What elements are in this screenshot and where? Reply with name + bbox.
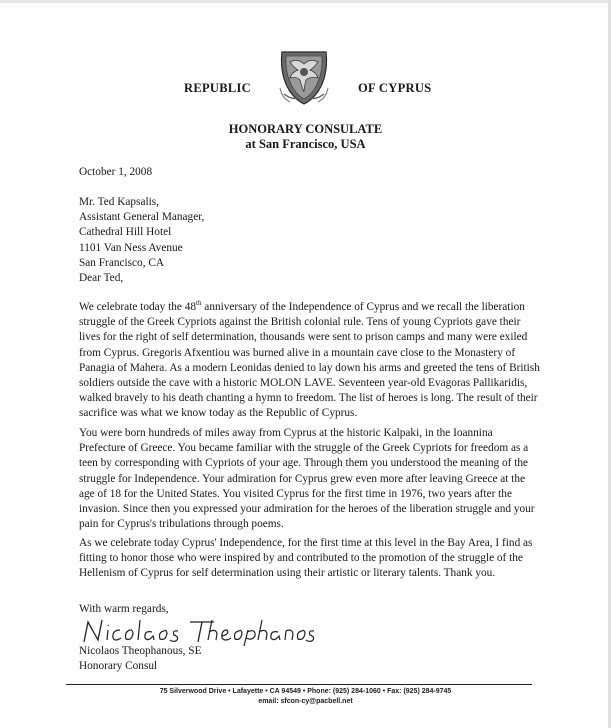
consulate-title: HONORARY CONSULATE xyxy=(228,122,383,136)
consulate-location: at San Francisco, USA xyxy=(245,137,366,151)
recipient-line: 1101 Van Ness Avenue xyxy=(79,241,183,254)
footer-address: 75 Silverwood Drive • Lafayette • CA 94549 • Phone: (925) 284-1060 • Fax: (925) 284-9745 xyxy=(159,688,452,695)
recipient-address xyxy=(79,195,539,271)
recipient-line: Mr. Ted Kapsalis, xyxy=(79,196,159,208)
recipient-line: Assistant General Manager, xyxy=(79,211,205,224)
header-of-cyprus: OF CYPRUS xyxy=(358,81,432,95)
footer-email: email: sfcon-cy@pacbell.net xyxy=(258,698,353,705)
footer-divider xyxy=(66,684,532,685)
coat-of-arms-icon xyxy=(276,48,332,106)
consulate-heading xyxy=(0,122,611,152)
paragraph-1-start: We celebrate today the 48 xyxy=(79,301,197,313)
scan-edge-top xyxy=(0,0,611,3)
salutation: Dear Ted, xyxy=(79,272,124,284)
header-republic: REPUBLIC xyxy=(184,81,251,95)
paragraph-1-rest: anniversary of the Independence of Cyprus and we recall the liberation struggle of the Greek Cypriots against the British colonial rule. Tens of young Cypriots gave their lives for the right of self determination, thousands were sent to prison camps and many were exiled from Cyprus. Gregoris Afxentiou was burned alive in a mountain cave close to the Monastery of Panagia of Mahera. As a modern Leonidas denied to lay down his arms and greeted the tens of British soldiers outside the cave with a historic MOLON LAVE. Seventeen year-old Evagoras Pallikaridis, walked bravely to his death chanting a hymn to freedom. The list of heroes is long. The result of their sacrifice was what we know today as the Republic of Cyprus. xyxy=(79,301,540,420)
signer-title: Honorary Consul xyxy=(79,660,158,673)
recipient-line: Cathedral Hill Hotel xyxy=(79,226,172,239)
signer-block xyxy=(79,644,539,674)
paragraph-2: You were born hundreds of miles away from Cyprus at the historic Kalpaki, in the Ioannina Prefecture of Greece. You became familiar with the struggle of the Greek Cypriots for freedom as a teen by corresponding with Cypriots of your age. Through them you understood the meaning of the struggle for Independence. Your admiration for Cyprus grew even more after leaving Greece at the age of 18 for the United States. You visited Cyprus for the first time in 1976, two years after the invasion. Since then you expressed your admiration for the heroes of the liberation struggle and your pain for Cyprus's tribulations through poems. xyxy=(79,427,535,531)
ordinal-suffix: th xyxy=(196,299,202,308)
signer-name: Nicolaos Theophanous, SE xyxy=(79,645,202,657)
letterhead-footer xyxy=(0,687,611,707)
letter-date: October 1, 2008 xyxy=(79,166,153,178)
recipient-line: San Francisco, CA xyxy=(79,256,165,269)
closing: With warm regards, xyxy=(79,603,169,615)
handwritten-signature xyxy=(80,616,320,646)
paragraph-1 xyxy=(79,300,541,422)
paragraph-3: As we celebrate today Cyprus' Independence, for the first time at this level in the Bay Area, I find as fitting to honor those who were inspired by and contributed to the promotion of the struggle of the Hellenism of Cyprus for self determination using their artistic or literary talents. Thank you. xyxy=(79,537,533,580)
